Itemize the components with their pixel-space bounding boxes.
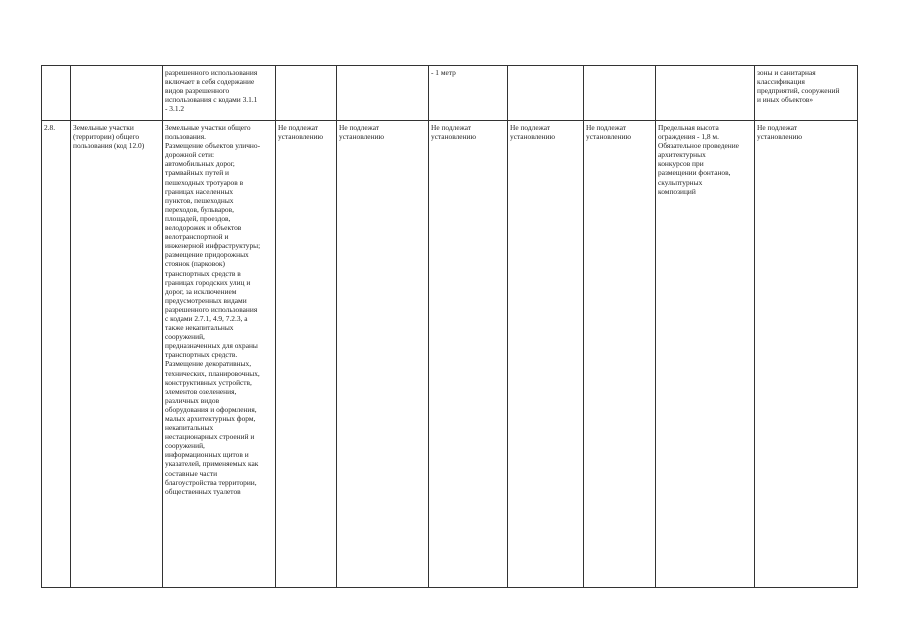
cell-col6 bbox=[429, 121, 508, 588]
cell-description bbox=[163, 121, 276, 588]
table-row-2-8 bbox=[42, 121, 858, 588]
text-line: конкурсов при bbox=[658, 159, 704, 169]
cell-col8 bbox=[584, 66, 656, 121]
cell-col9 bbox=[656, 121, 755, 588]
cell-col9 bbox=[656, 66, 755, 121]
text-line: пользования (код 12.0) bbox=[73, 141, 145, 151]
text-line: пользования. bbox=[165, 132, 207, 142]
text-line: малых архитектурных форм, bbox=[165, 414, 256, 423]
land-use-regulations-table bbox=[41, 65, 858, 588]
text-line: Не подлежат bbox=[339, 123, 380, 132]
text-line: конструктивных устройств, bbox=[165, 377, 252, 387]
text-line: благоустройства территории, bbox=[165, 477, 257, 487]
text-line: указателей, применяемых как bbox=[165, 459, 259, 469]
text-line: технических, планировочных, bbox=[165, 368, 260, 378]
cell-col4 bbox=[276, 66, 337, 121]
text-line: предназначенных для охраны bbox=[165, 341, 258, 351]
text-line: установлению bbox=[586, 132, 632, 142]
text-line: общественных туалетов bbox=[165, 486, 241, 496]
cell-col10 bbox=[755, 121, 858, 588]
text-line: транспортных средств в bbox=[165, 268, 241, 278]
text-line: разрешенного использования bbox=[165, 68, 258, 77]
text-line: включает в себя содержание bbox=[165, 77, 255, 87]
text-line: и иных объектов» bbox=[757, 95, 814, 105]
text-line: границах населенных bbox=[165, 186, 234, 196]
cell-name bbox=[71, 66, 163, 121]
text-line: дорог, за исключением bbox=[165, 286, 237, 296]
text-line: автомобильных дорог, bbox=[165, 159, 235, 169]
text-line: - 3.1.2 bbox=[165, 104, 185, 114]
text-line: композиций bbox=[658, 186, 696, 196]
text-line: площадей, проездов, bbox=[165, 213, 231, 223]
cell-col7 bbox=[508, 121, 584, 588]
text-line: дорожной сети: bbox=[165, 150, 215, 160]
text-line: оборудования и оформления, bbox=[165, 404, 257, 414]
text-line: границах городских улиц и bbox=[165, 277, 251, 287]
text-line: Не подлежат bbox=[278, 123, 319, 132]
text-line: пунктов, пешеходных bbox=[165, 195, 234, 205]
text-line: установлению bbox=[510, 132, 556, 142]
text-line: Не подлежат bbox=[510, 123, 551, 132]
text-line: установлению bbox=[339, 132, 385, 142]
text-line: велотранспортной и bbox=[165, 232, 229, 242]
text-line: Размещение объектов улично- bbox=[165, 141, 261, 151]
cell-number bbox=[42, 121, 71, 588]
text-line: стоянок (парковок) bbox=[165, 259, 225, 269]
text-line: различных видов bbox=[165, 395, 220, 405]
text-line: пешеходных тротуаров в bbox=[165, 177, 244, 187]
text-line: с кодами 2.7.1, 4.9, 7.2.3, а bbox=[165, 313, 248, 323]
text-line: Размещение декоративных, bbox=[165, 359, 252, 369]
text-line: транспортных средств. bbox=[165, 350, 238, 360]
text-line: разрешенного использования bbox=[165, 304, 258, 314]
text-line: Обязательное проведение bbox=[658, 141, 739, 151]
text-line: Земельные участки bbox=[73, 123, 134, 132]
text-line: также некапитальных bbox=[165, 323, 234, 333]
cell-col8 bbox=[584, 121, 656, 588]
cell-col6 bbox=[429, 66, 508, 121]
text-line: установлению bbox=[278, 132, 324, 142]
cell-col4 bbox=[276, 121, 337, 588]
text-line: Не подлежат bbox=[757, 123, 798, 132]
table-row-continuation bbox=[42, 66, 858, 121]
text-line: использования с кодами 3.1.1 bbox=[165, 95, 258, 105]
text-line: Предельная высота bbox=[658, 123, 719, 132]
text-line: предусмотренных видами bbox=[165, 295, 247, 305]
text-line: Не подлежат bbox=[431, 123, 472, 132]
text-line: классификация bbox=[757, 77, 805, 87]
cell-description bbox=[163, 66, 276, 121]
cell-col7 bbox=[508, 66, 584, 121]
text-line: видов разрешенного bbox=[165, 86, 230, 96]
cell-name bbox=[71, 121, 163, 588]
text-line: велодорожек и объектов bbox=[165, 223, 242, 233]
text-line: информационных щитов и bbox=[165, 450, 249, 460]
text-line: элементов озеленения, bbox=[165, 386, 237, 396]
text-line: переходов, бульваров, bbox=[165, 204, 234, 214]
text-line: ограждения - 1,8 м. bbox=[658, 132, 719, 142]
text-line: некапитальных bbox=[165, 423, 214, 433]
cell-number bbox=[42, 66, 71, 121]
text-line: размещении фонтанов, bbox=[658, 168, 731, 178]
cell-col5 bbox=[337, 66, 429, 121]
text-line: предприятий, сооружений bbox=[757, 86, 840, 96]
text-line: сооружений, bbox=[165, 332, 205, 342]
text-line: установлению bbox=[757, 132, 803, 142]
text-line: составные части bbox=[165, 468, 218, 478]
text-line: трамвайных путей и bbox=[165, 168, 229, 178]
text-line: инженерной инфраструктуры; bbox=[165, 241, 261, 251]
row-number: 2.8. bbox=[44, 123, 56, 132]
cell-col10 bbox=[755, 66, 858, 121]
text-line: сооружений, bbox=[165, 441, 205, 451]
text-line: установлению bbox=[431, 132, 477, 142]
text-line: зоны и санитарная bbox=[757, 68, 816, 77]
text-line: Не подлежат bbox=[586, 123, 627, 132]
text-line: архитектурных bbox=[658, 150, 706, 160]
text-line: скульптурных bbox=[658, 177, 703, 187]
text-line: нестационарных строений и bbox=[165, 432, 255, 442]
text-line: - 1 метр bbox=[431, 68, 456, 77]
cell-col5 bbox=[337, 121, 429, 588]
text-line: Земельные участки общего bbox=[165, 123, 251, 132]
text-line: размещение придорожных bbox=[165, 250, 249, 260]
text-line: (территории) общего bbox=[73, 132, 140, 142]
